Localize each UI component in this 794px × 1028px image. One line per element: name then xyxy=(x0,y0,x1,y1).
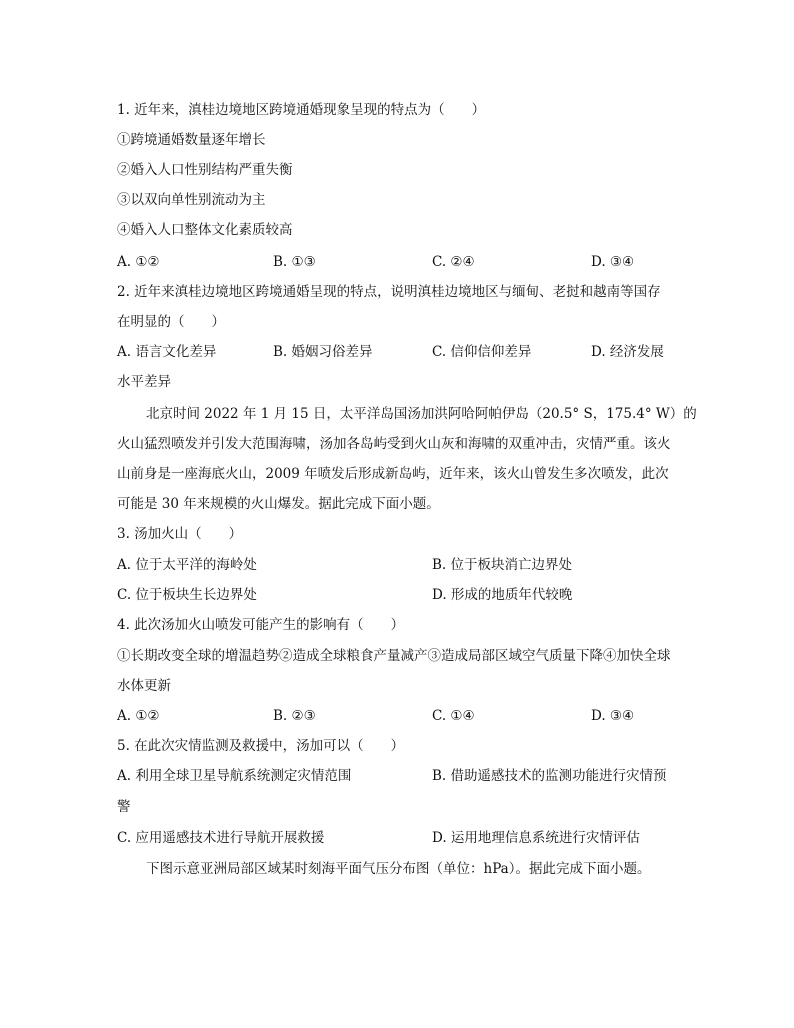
q5-option-b: B. 借助遥感技术的监测功能进行灾情预 xyxy=(432,768,667,784)
q1-option-c: C. ②④ xyxy=(432,254,475,270)
q4-option-b: B. ②③ xyxy=(273,708,316,724)
q5-option-d: D. 运用地理信息系统进行灾情评估 xyxy=(432,830,640,846)
q2-option-c: C. 信仰信仰差异 xyxy=(432,344,532,360)
passage1-line3: 山前身是一座海底火山，2009 年喷发后形成新岛屿，近年来，该火山曾发生多次喷发，此次 xyxy=(117,466,669,482)
q1-stem: 1. 近年来，滇桂边境地区跨境通婚现象呈现的特点为（ ） xyxy=(117,102,486,118)
q5-option-c: C. 应用遥感技术进行导航开展救援 xyxy=(117,830,325,846)
q5-stem: 5. 在此次灾情监测及救援中，汤加可以（ ） xyxy=(117,738,405,754)
q1-item-3: ③以双向单性别流动为主 xyxy=(117,192,266,208)
q1-option-b: B. ①③ xyxy=(273,254,316,270)
q3-option-d: D. 形成的地质年代较晚 xyxy=(432,587,573,603)
q2-stem-line1: 2. 近年来滇桂边境地区跨境通婚呈现的特点，说明滇桂边境地区与缅甸、老挝和越南等国存 xyxy=(117,284,661,300)
q1-option-a: A. ①② xyxy=(117,254,160,270)
q4-option-d: D. ③④ xyxy=(591,708,635,724)
q4-items-line2: 水体更新 xyxy=(117,678,171,694)
q2-option-a: A. 语言文化差异 xyxy=(117,344,217,360)
q3-stem: 3. 汤加火山（ ） xyxy=(117,526,243,542)
q1-item-2: ②婚入人口性别结构严重失衡 xyxy=(117,162,293,178)
passage1-line1: 北京时间 2022 年 1 月 15 日，太平洋岛国汤加洪阿哈阿帕伊岛（20.5° S，175.4° W）的 xyxy=(146,406,697,422)
q4-items-line1: ①长期改变全球的增温趋势②造成全球粮食产量减产③造成局部区域空气质量下降④加快全球 xyxy=(117,648,671,664)
q4-stem: 4. 此次汤加火山喷发可能产生的影响有（ ） xyxy=(117,617,405,633)
passage1-line2: 火山猛烈喷发并引发大范围海啸，汤加各岛屿受到火山灰和海啸的双重冲击，灾情严重。该火 xyxy=(117,436,671,452)
q2-option-d: D. 经济发展 xyxy=(591,344,664,360)
q1-item-1: ①跨境通婚数量逐年增长 xyxy=(117,132,266,148)
passage2: 下图示意亚洲局部区域某时刻海平面气压分布图（单位：hPa）。据此完成下面小题。 xyxy=(146,861,651,877)
q4-option-a: A. ①② xyxy=(117,708,160,724)
q2-option-d-cont: 水平差异 xyxy=(117,374,171,390)
q1-option-d: D. ③④ xyxy=(591,254,635,270)
q2-option-b: B. 婚姻习俗差异 xyxy=(273,344,373,360)
q4-option-c: C. ①④ xyxy=(432,708,475,724)
q5-option-b-cont: 警 xyxy=(117,799,131,815)
q3-option-a: A. 位于太平洋的海岭处 xyxy=(117,557,257,573)
q3-option-b: B. 位于板块消亡边界处 xyxy=(432,557,573,573)
passage1-line4: 可能是 30 年来规模的火山爆发。据此完成下面小题。 xyxy=(117,496,440,512)
q1-item-4: ④婚入人口整体文化素质较高 xyxy=(117,222,293,238)
q5-option-a: A. 利用全球卫星导航系统测定灾情范围 xyxy=(117,768,352,784)
q3-option-c: C. 位于板块生长边界处 xyxy=(117,587,257,603)
q2-stem-line2: 在明显的（ ） xyxy=(117,314,225,330)
